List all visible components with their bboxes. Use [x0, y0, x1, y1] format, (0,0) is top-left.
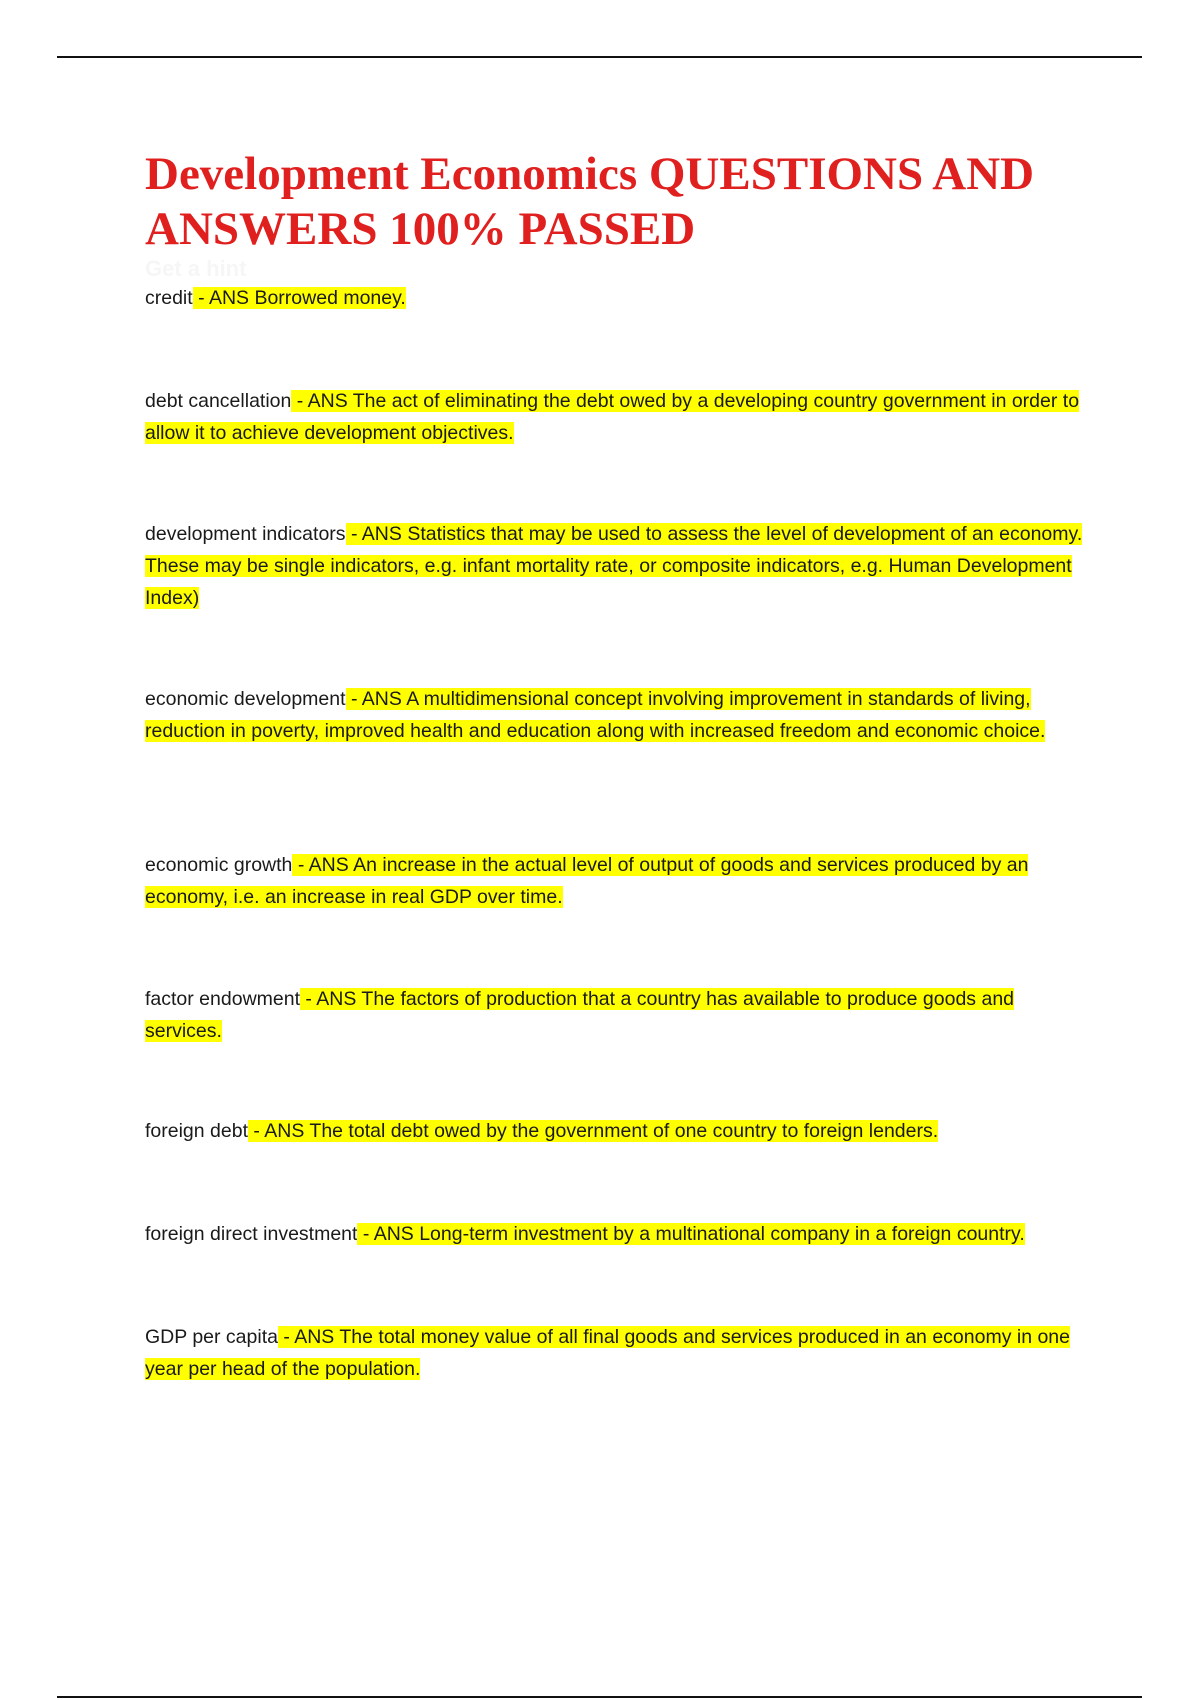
entry-credit: [145, 282, 1090, 314]
entry-answer: - ANS The total money value of all final goods and services produced in an economy in one year per head of the population.: [145, 1326, 1070, 1380]
entry-foreign-direct-investment: [145, 1218, 1090, 1250]
entry-term: credit: [145, 287, 193, 309]
bottom-rule: [57, 1696, 1142, 1698]
entry-term: economic growth: [145, 854, 293, 876]
entry-term: GDP per capita: [145, 1326, 278, 1348]
entry-answer: - ANS The total debt owed by the government of one country to foreign lenders.: [248, 1120, 939, 1142]
entry-answer: - ANS An increase in the actual level of output of goods and services produced by an economy, i.e. an increase in real GDP over time.: [145, 854, 1029, 908]
entry-term: foreign debt: [145, 1120, 248, 1142]
top-rule: [57, 56, 1142, 58]
entry-term: economic development: [145, 688, 346, 710]
entry-answer: - ANS Long-term investment by a multinational company in a foreign country.: [357, 1223, 1025, 1245]
entry-debt-cancellation: [145, 385, 1090, 449]
entry-economic-growth: [145, 849, 1090, 913]
entry-answer: - ANS Borrowed money.: [192, 287, 406, 309]
entry-answer: - ANS The factors of production that a country has available to produce goods and services.: [145, 988, 1015, 1042]
document-title: Development Economics QUESTIONS AND ANSWERS 100% PASSED: [145, 148, 1035, 255]
watermark-text: Get a hint: [145, 256, 247, 281]
entry-answer: - ANS The act of eliminating the debt owed by a developing country government in order to allow it to achieve development objectives.: [145, 390, 1080, 444]
entry-economic-development: [145, 683, 1090, 747]
entry-term: debt cancellation: [145, 390, 292, 412]
entry-foreign-debt: [145, 1115, 1090, 1147]
entry-factor-endowment: [145, 983, 1090, 1047]
entry-answer: - ANS A multidimensional concept involving improvement in standards of living, reduction in poverty, improved health and education along with increased freedom and economic choice.: [145, 688, 1046, 742]
entry-gdp-per-capita: [145, 1321, 1090, 1385]
entry-answer: - ANS Statistics that may be used to assess the level of development of an economy. These may be single indicators, e.g. infant mortality rate, or composite indicators, e.g. Human Development Index): [145, 523, 1083, 609]
entry-development-indicators: [145, 518, 1090, 614]
entry-term: foreign direct investment: [145, 1223, 358, 1245]
entry-term: factor endowment: [145, 988, 301, 1010]
entry-term: development indicators: [145, 523, 346, 545]
